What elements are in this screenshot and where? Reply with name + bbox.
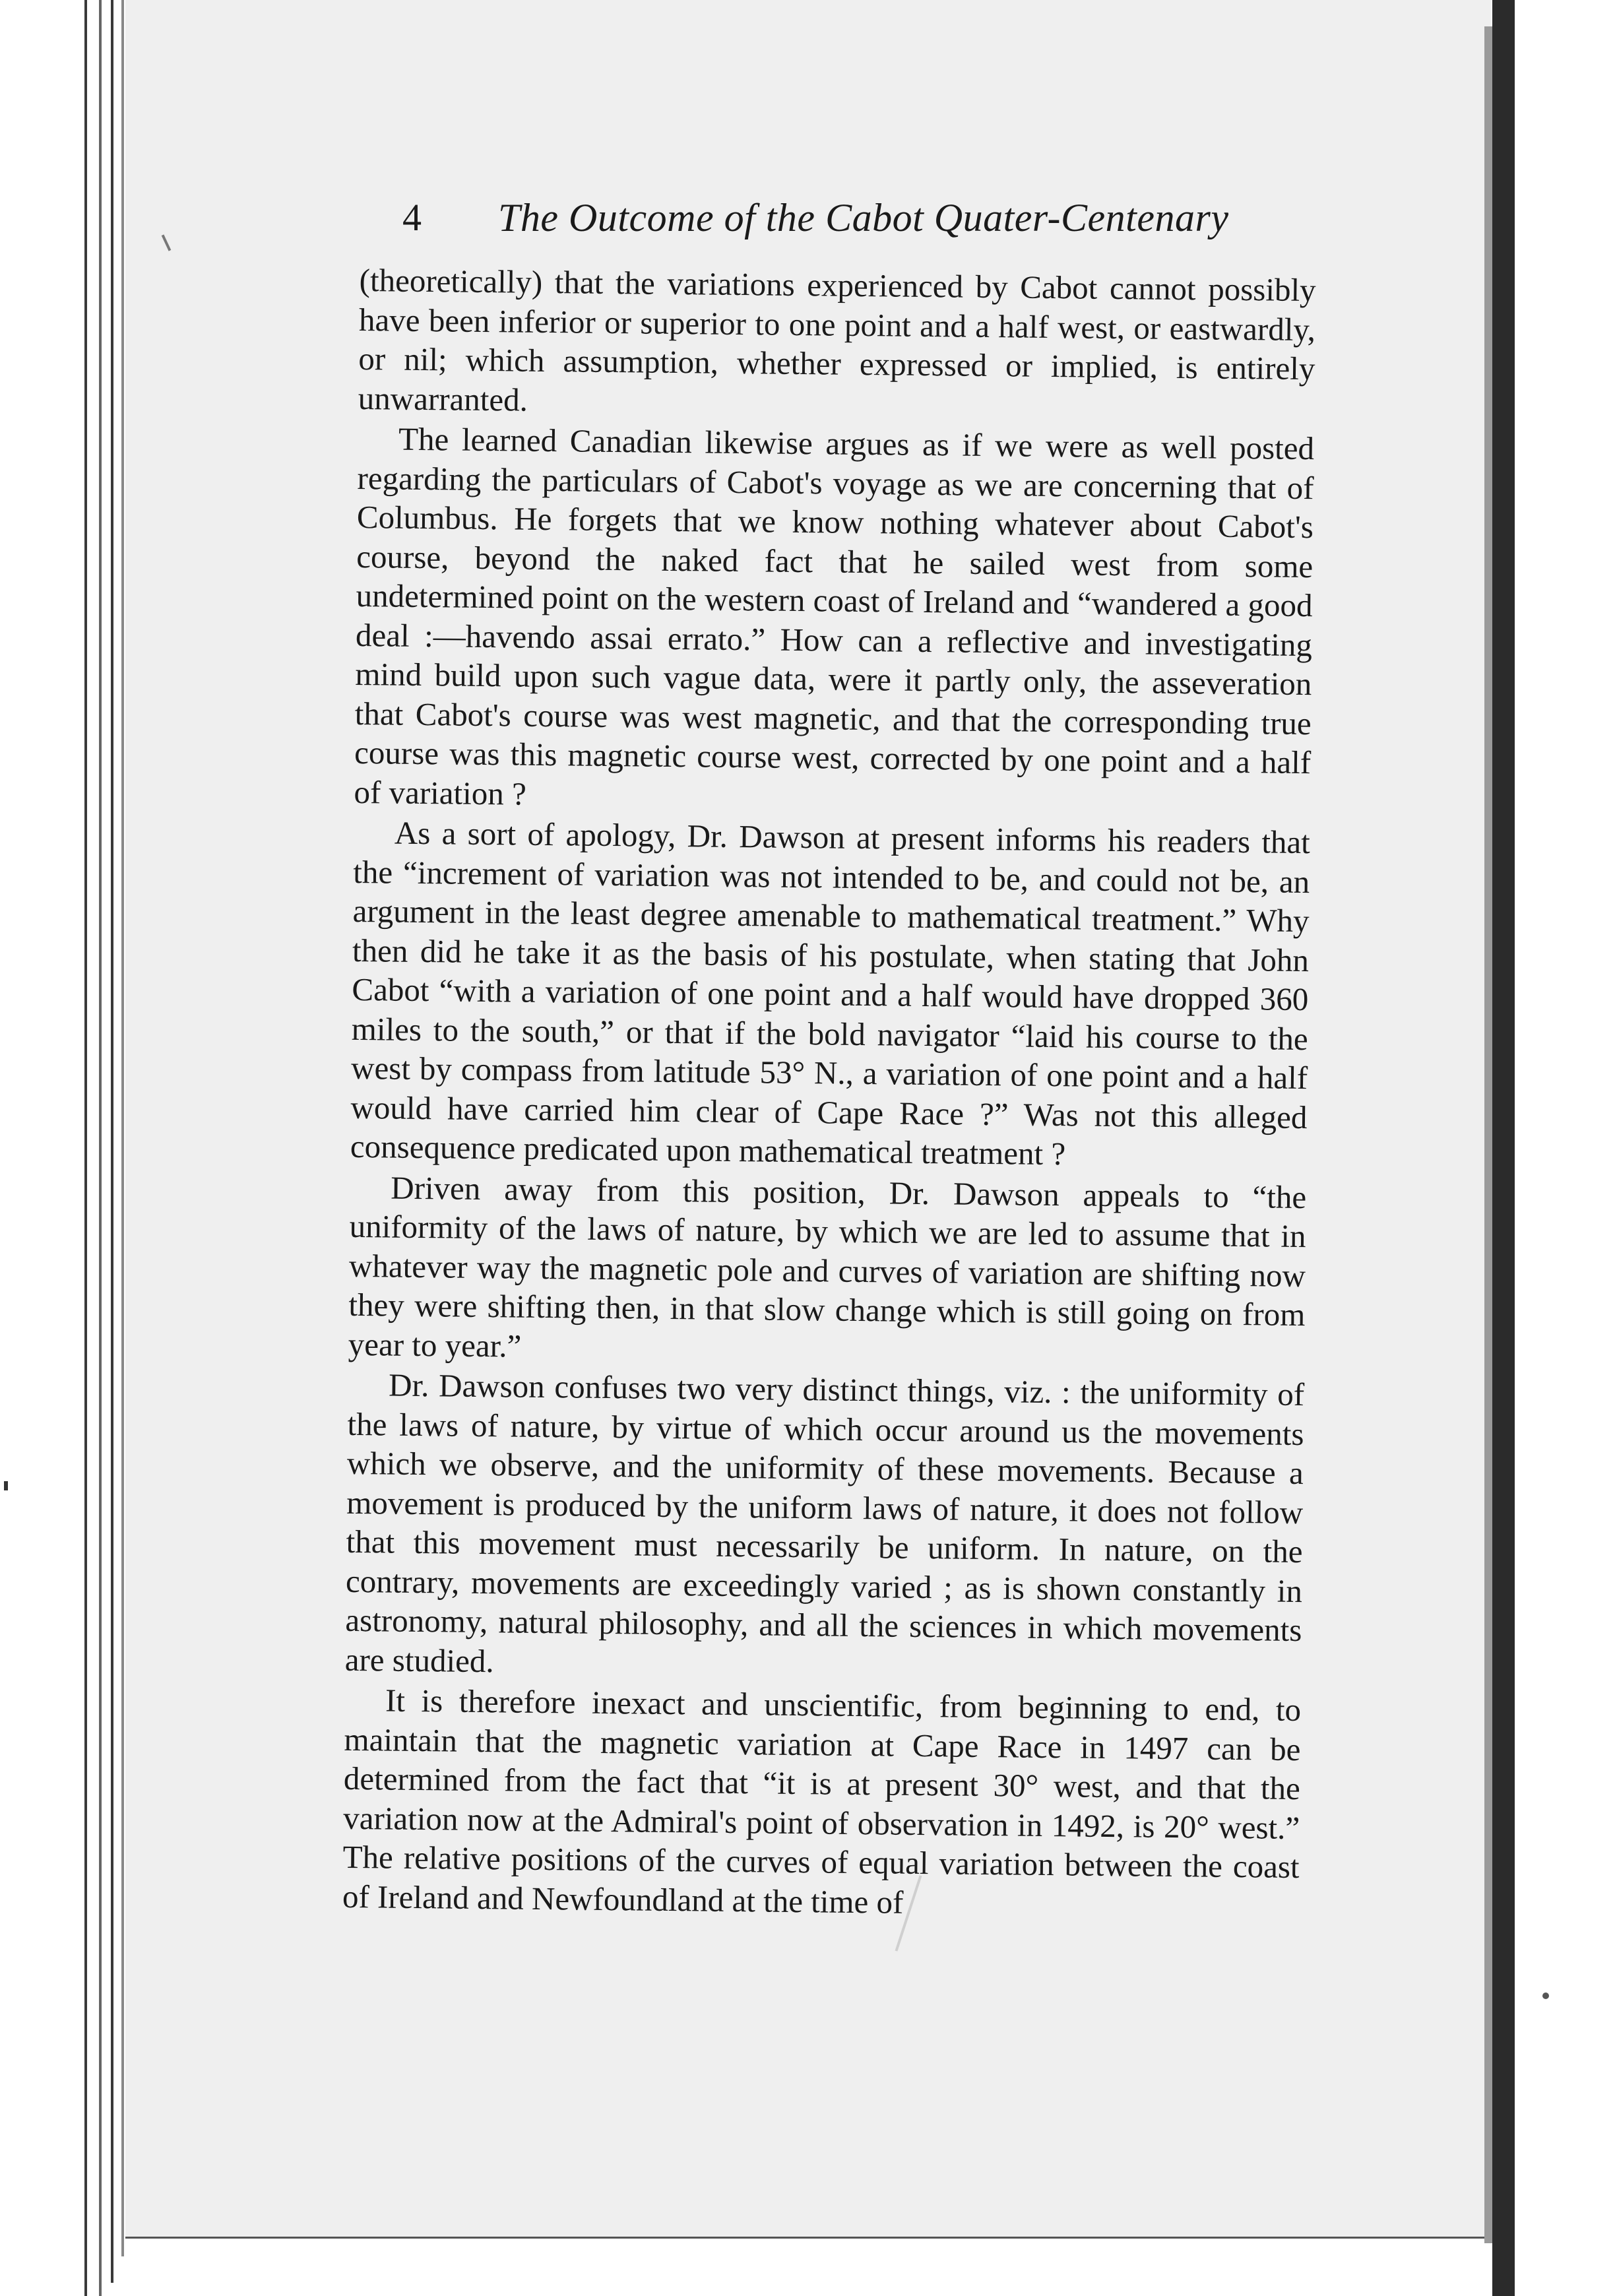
body-text: [342, 261, 1316, 1926]
paragraph-4: Driven away from this position, Dr. Dawson appeals to “the uniformity of the laws of nature, by which we are led to assume that in whatever way the magnetic pole and curves of variation are shifting now they were shifting then, in that slow change which is still going on from year to year.”: [348, 1169, 1307, 1364]
paragraph-5: Dr. Dawson confuses two very distinct things, viz. : the uniformity of the laws of nature, by virtue of which occur around us the movements which we observe, and the uniformity of these movements. Because a movement is produced by the uniform laws of nature, it does not follow that this movement must necessarily be uniform. In nature, on the contrary, movements are exceedingly varied ; as is shown constantly in astronomy, natural philosophy, and all the sciences in which movements are studied.: [344, 1366, 1305, 1679]
page-edge-line: [84, 0, 87, 2296]
page-edge-line: [111, 0, 113, 2283]
paragraph-2: The learned Canadian likewise argues as if we were as well posted regarding the particulars of Cabot's voyage as we are concerning that of Columbus. He forgets that we know nothing whatever about Cabot's course, beyond the naked fact that he sailed west from some undetermined point on the western coast of Ireland and “wandered a good deal :—havendo assai errato.” How can a reflective and investigating mind build upon such vague data, were it partly only, the asseveration that Cabot's course was west magnetic, and that the corresponding true course was this magnetic course west, corrected by one point and a half of variation ?: [354, 420, 1315, 812]
page-edge-line: [99, 0, 102, 2296]
running-title: The Outcome of the Cabot Quater-Centenary: [498, 196, 1229, 239]
scan-speck: [4, 1481, 8, 1490]
paragraph-1: (theoretically) that the variations experienced by Cabot cannot possibly have been inferior or superior to one point and a half west, or eastwardly, or nil; which assumption, whether expressed or implied, is entirely unwarranted.: [358, 261, 1316, 418]
page-edge-line: [121, 0, 124, 2256]
book-spine-edge: [1492, 0, 1515, 2296]
page-gutter-shadow: [1484, 26, 1492, 2243]
paragraph-3: As a sort of apology, Dr. Dawson at present informs his readers that the “increment of variation was not intended to be, and could not be, an argument in the least degree amenable to mathematical treatment.” Why then did he take it as the basis of his postulate, when stating that John Cabot “with a variation of one point and a half would have dropped 360 miles to the south,” or that if the bold navigator “laid his course to the west by compass from latitude 53° N., a variation of one point and a half would have carried him clear of Cape Race ?” Was not this alleged consequence predicated upon mathematical treatment ?: [350, 814, 1311, 1172]
page-number: 4: [402, 196, 422, 239]
paragraph-6: It is therefore inexact and unscientific, from beginning to end, to maintain that the magnetic variation at Cape Race in 1497 can be determined from the fact that “it is at present 30° west, and that the variation now at the Admiral's point of observation in 1492, is 20° west.” The relative positions of the curves of equal variation between the coast of Ireland and Newfoundland at the time of: [342, 1682, 1302, 1921]
running-header: [402, 188, 1234, 247]
scan-speck: [1542, 1993, 1549, 1999]
